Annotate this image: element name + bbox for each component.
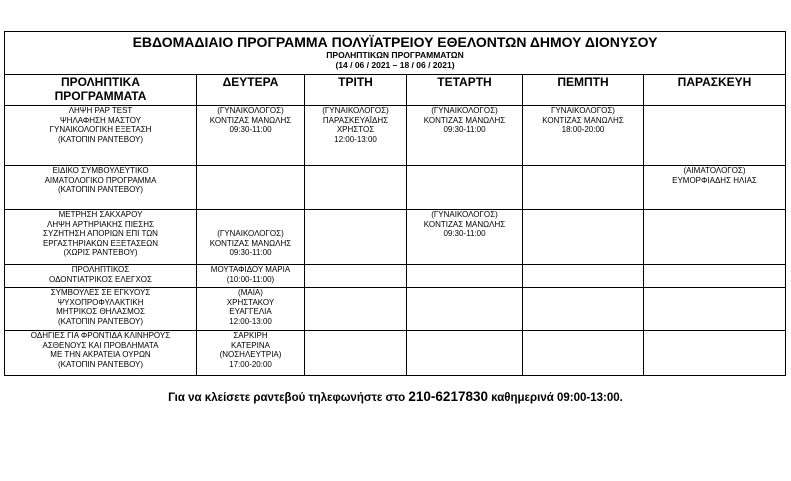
wednesday-cell bbox=[407, 288, 523, 331]
monday-cell: ΜΟΥΤΑΦΙΔΟΥ ΜΑΡΙΑ (10:00-11:00) bbox=[197, 265, 305, 288]
header-wednesday: ΤΕΤΑΡΤΗ bbox=[407, 75, 523, 106]
monday-cell: (ΓΥΝΑΙΚΟΛΟΓΟΣ) ΚΟΝΤΙΖΑΣ ΜΑΝΩΛΗΣ 09:30-11:00 bbox=[197, 210, 305, 265]
friday-cell: (ΑΙΜΑΤΟΛΟΓΟΣ) ΕΥΜΟΡΦΙΑΔΗΣ ΗΛΙΑΣ bbox=[644, 166, 786, 210]
wednesday-cell bbox=[407, 166, 523, 210]
date-range: (14 / 06 / 2021 – 18 / 06 / 2021) bbox=[335, 60, 455, 70]
header-thursday: ΠΕΜΠΤΗ bbox=[523, 75, 644, 106]
header-monday: ΔΕΥΤΕΡΑ bbox=[197, 75, 305, 106]
friday-cell bbox=[644, 210, 786, 265]
tuesday-cell bbox=[305, 331, 407, 376]
program-cell: ΟΔΗΓΙΕΣ ΓΙΑ ΦΡΟΝΤΙΔΑ ΚΛΙΝΗΡΟΥΣ ΑΣΘΕΝΟΥΣ ΚΑΙ ΠΡΟΒΛΗΜΑΤΑ ΜΕ ΤΗΝ ΑΚΡΑΤΕΙΑ ΟΥΡΩΝ (ΚΑΤΟΠΙΝ ΡΑΝΤΕΒΟΥ) bbox=[5, 331, 197, 376]
thursday-cell: ΓΥΝΑΙΚΟΛΟΓΟΣ) ΚΟΝΤΙΖΑΣ ΜΑΝΩΛΗΣ 18:00-20:00 bbox=[523, 106, 644, 166]
monday-cell: (ΜΑΙΑ) ΧΡΗΣΤΑΚΟΥ ΕΥΑΓΓΕΛΙΑ 12:00-13:00 bbox=[197, 288, 305, 331]
wednesday-cell bbox=[407, 331, 523, 376]
page-title: ΕΒΔΟΜΑΔΙΑΙΟ ΠΡΟΓΡΑΜΜΑ ΠΟΛΥΪΑΤΡΕΙΟΥ ΕΘΕΛΟΝΤΩΝ ΔΗΜΟΥ ΔΙΟΝΥΣΟΥ bbox=[132, 34, 658, 50]
monday-cell: (ΓΥΝΑΙΚΟΛΟΓΟΣ) ΚΟΝΤΙΖΑΣ ΜΑΝΩΛΗΣ 09:30-11:00 bbox=[197, 106, 305, 166]
table-row bbox=[5, 331, 786, 376]
table-row bbox=[5, 106, 786, 166]
header-programs: ΠΡΟΛΗΠΤΙΚΑ ΠΡΟΓΡΑΜΜΑΤΑ bbox=[5, 75, 197, 106]
table-row bbox=[5, 265, 786, 288]
program-cell: ΜΕΤΡΗΣΗ ΣΑΚΧΑΡΟΥ ΛΗΨΗ ΑΡΤΗΡΙΑΚΗΣ ΠΙΕΣΗΣ ΣΥΖΗΤΗΣΗ ΑΠΟΡΙΩΝ ΕΠΙ ΤΩΝ ΕΡΓΑΣΤΗΡΙΑΚΩΝ ΕΞΕΤΑΣΕΩΝ (ΧΩΡΙΣ ΡΑΝΤΕΒΟΥ) bbox=[5, 210, 197, 265]
program-cell: ΕΙΔΙΚΟ ΣΥΜΒΟΥΛΕΥΤΙΚΟ ΑΙΜΑΤΟΛΟΓΙΚΟ ΠΡΟΓΡΑΜΜΑ (ΚΑΤΟΠΙΝ ΡΑΝΤΕΒΟΥ) bbox=[5, 166, 197, 210]
table-row bbox=[5, 166, 786, 210]
friday-cell bbox=[644, 331, 786, 376]
schedule-table bbox=[4, 31, 786, 376]
program-cell: ΛΗΨΗ PAP TEST ΨΗΛΑΦΗΣΗ ΜΑΣΤΟΥ ΓΥΝΑΙΚΟΛΟΓΙΚΗ ΕΞΕΤΑΣΗ (ΚΑΤΟΠΙΝ ΡΑΝΤΕΒΟΥ) bbox=[5, 106, 197, 166]
thursday-cell bbox=[523, 331, 644, 376]
friday-cell bbox=[644, 288, 786, 331]
program-cell: ΣΥΜΒΟΥΛΕΣ ΣΕ ΕΓΚΥΟΥΣ ΨΥΧΟΠΡΟΦΥΛΑΚΤΙΚΗ ΜΗΤΡΙΚΟΣ ΘΗΛΑΣΜΟΣ (ΚΑΤΟΠΙΝ ΡΑΝΤΕΒΟΥ) bbox=[5, 288, 197, 331]
tuesday-cell bbox=[305, 265, 407, 288]
wednesday-cell: (ΓΥΝΑΙΚΟΛΟΓΟΣ) ΚΟΝΤΙΖΑΣ ΜΑΝΩΛΗΣ 09:30-11:00 bbox=[407, 106, 523, 166]
tuesday-cell bbox=[305, 166, 407, 210]
header-tuesday: ΤΡΙΤΗ bbox=[305, 75, 407, 106]
header-friday: ΠΑΡΑΣΚΕΥΗ bbox=[644, 75, 786, 106]
appointment-note-text: Για να κλείσετε ραντεβού τηλεφωνήστε στο bbox=[168, 392, 409, 404]
tuesday-cell: (ΓΥΝΑΙΚΟΛΟΓΟΣ) ΠΑΡΑΣΚΕΥΑΪΔΗΣ ΧΡΗΣΤΟΣ 12:00-13:00 bbox=[305, 106, 407, 166]
appointment-note bbox=[0, 389, 791, 404]
friday-cell bbox=[644, 106, 786, 166]
table-row bbox=[5, 210, 786, 265]
thursday-cell bbox=[523, 288, 644, 331]
thursday-cell bbox=[523, 166, 644, 210]
phone-number: 210-6217830 bbox=[408, 389, 488, 404]
title-cell bbox=[5, 32, 786, 75]
monday-cell: ΣΑΡΚΙΡΗ ΚΑΤΕΡΙΝΑ (ΝΟΣΗΛΕΥΤΡΙΑ) 17:00-20:00 bbox=[197, 331, 305, 376]
wednesday-cell bbox=[407, 265, 523, 288]
page-subtitle: ΠΡΟΛΗΠΤΙΚΩΝ ΠΡΟΓΡΑΜΜΑΤΩΝ bbox=[326, 50, 464, 60]
thursday-cell bbox=[523, 210, 644, 265]
appointment-hours: καθημερινά 09:00-13:00. bbox=[487, 392, 623, 404]
thursday-cell bbox=[523, 265, 644, 288]
monday-cell bbox=[197, 166, 305, 210]
friday-cell bbox=[644, 265, 786, 288]
tuesday-cell bbox=[305, 288, 407, 331]
program-cell: ΠΡΟΛΗΠΤΙΚΟΣ ΟΔΟΝΤΙΑΤΡΙΚΟΣ ΕΛΕΓΧΟΣ bbox=[5, 265, 197, 288]
column-header-row bbox=[5, 75, 786, 106]
tuesday-cell bbox=[305, 210, 407, 265]
wednesday-cell: (ΓΥΝΑΙΚΟΛΟΓΟΣ) ΚΟΝΤΙΖΑΣ ΜΑΝΩΛΗΣ 09:30-11:00 bbox=[407, 210, 523, 265]
table-row bbox=[5, 288, 786, 331]
